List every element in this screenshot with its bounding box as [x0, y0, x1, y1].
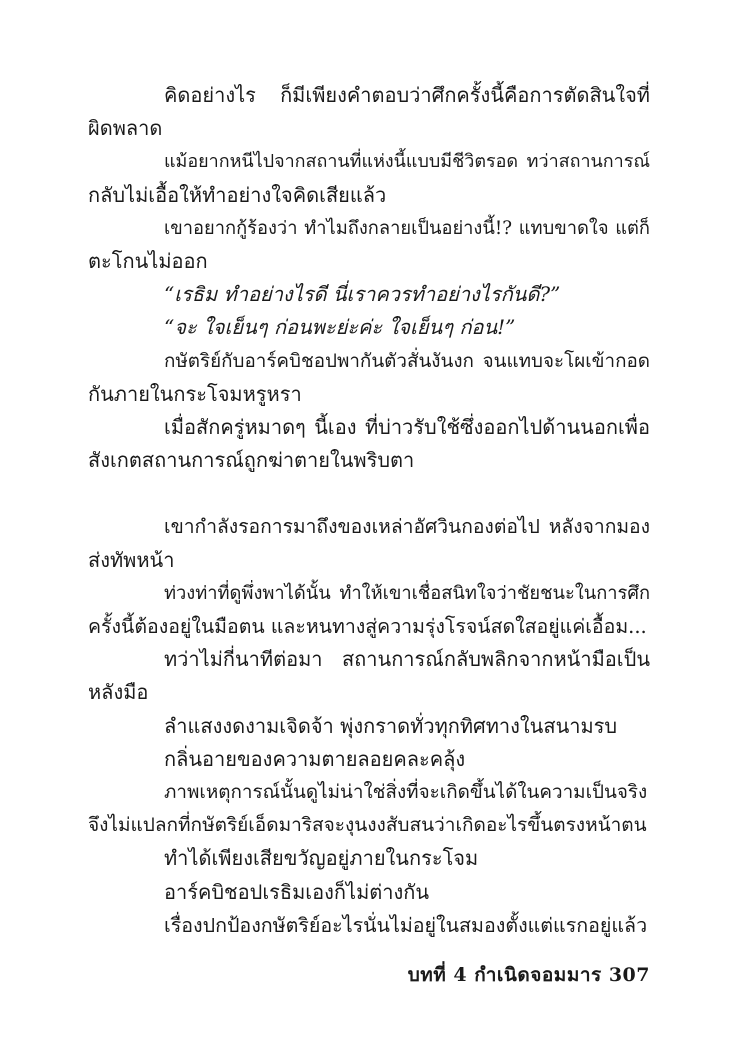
text-line: เขากำลังรอการมาถึงของเหล่าอัศวินกองต่อไป หลังจากมอง: [164, 515, 650, 539]
scene-break: [88, 477, 650, 510]
text-line: ภาพเหตุการณ์นั้นดูไม่น่าใช่สิ่งที่จะเกิดขึ้นได้ในความเป็นจริง: [164, 781, 648, 803]
body-text: [88, 79, 650, 942]
text-line: กษัตริย์กับอาร์คบิชอปพากันตัวสั่นงันงก จนแทบจะโผเข้ากอด: [164, 350, 650, 372]
text-line: หลังมือ: [88, 680, 149, 705]
dialogue-line: “เรธิม ทำอย่างไรดี นี่เราควรทำอย่างไรกันดี?”: [164, 282, 561, 307]
text-line: ลำแสงงดงามเจิดจ้า พุ่งกราดทั่วทุกทิศทางในสนามรบ: [164, 713, 618, 738]
text-line: ท่วงท่าที่ดูพึ่งพาได้นั้น ทำให้เขาเชื่อสนิทใจว่าชัยชนะในการศึก: [164, 582, 650, 604]
text-line: กลิ่นอายของความตายลอยคละคลุ้ง: [164, 746, 466, 771]
text-line: กลับไม่เอื้อให้ทำอย่างใจคิดเสียแล้ว: [88, 182, 387, 207]
text-line: อาร์คบิชอปเรธิมเองก็ไม่ต่างกัน: [164, 879, 430, 904]
text-line: จึงไม่แปลกที่กษัตริย์เอ็ดมาริสจะงุนงงสับสนว่าเกิดอะไรขึ้นตรงหน้าตน: [88, 814, 647, 837]
text-line: แม้อยากหนีไปจากสถานที่แห่งนี้แบบมีชีวิตรอด ทว่าสถานการณ์: [164, 151, 650, 173]
text-line: ตะโกนไม่ออก: [88, 248, 208, 273]
text-line: เรื่องปกป้องกษัตริย์อะไรนั่นไม่อยู่ในสมองตั้งแต่แรกอยู่แล้ว: [164, 913, 648, 937]
text-line: ส่งทัพหน้า: [88, 547, 175, 572]
page-footer: บทที่ 4 กำเนิดจอมมาร 307: [407, 964, 650, 986]
text-line: ทว่าไม่กี่นาทีต่อมา สถานการณ์กลับพลิกจากหน้ามือเป็น: [164, 647, 650, 672]
text-line: ทำได้เพียงเสียขวัญอยู่ภายในกระโจม: [164, 846, 479, 871]
text-line: กันภายในกระโจมหรูหรา: [88, 381, 302, 406]
dialogue-line: “จะ ใจเย็นๆ ก่อนพะย่ะค่ะ ใจเย็นๆ ก่อน!”: [164, 315, 516, 340]
text-line: ครั้งนี้ต้องอยู่ในมือตน และหนทางสู่ความรุ่งโรจน์สดใสอยู่แค่เอื้อม...: [88, 615, 647, 638]
text-line: สังเกตสถานการณ์ถูกฆ่าตายในพริบตา: [88, 448, 415, 473]
text-line: ผิดพลาด: [88, 116, 163, 141]
text-line: เมื่อสักครู่หมาดๆ นี้เอง ที่บ่าวรับใช้ซึ่งออกไปด้านนอกเพื่อ: [164, 414, 650, 439]
text-line: คิดอย่างไร ก็มีเพียงคำตอบว่าศึกครั้งนี้คือการตัดสินใจที่: [164, 83, 650, 107]
text-line: เขาอยากกู้ร้องว่า ทำไมถึงกลายเป็นอย่างนี้!? แทบขาดใจ แต่ก็: [164, 217, 650, 239]
